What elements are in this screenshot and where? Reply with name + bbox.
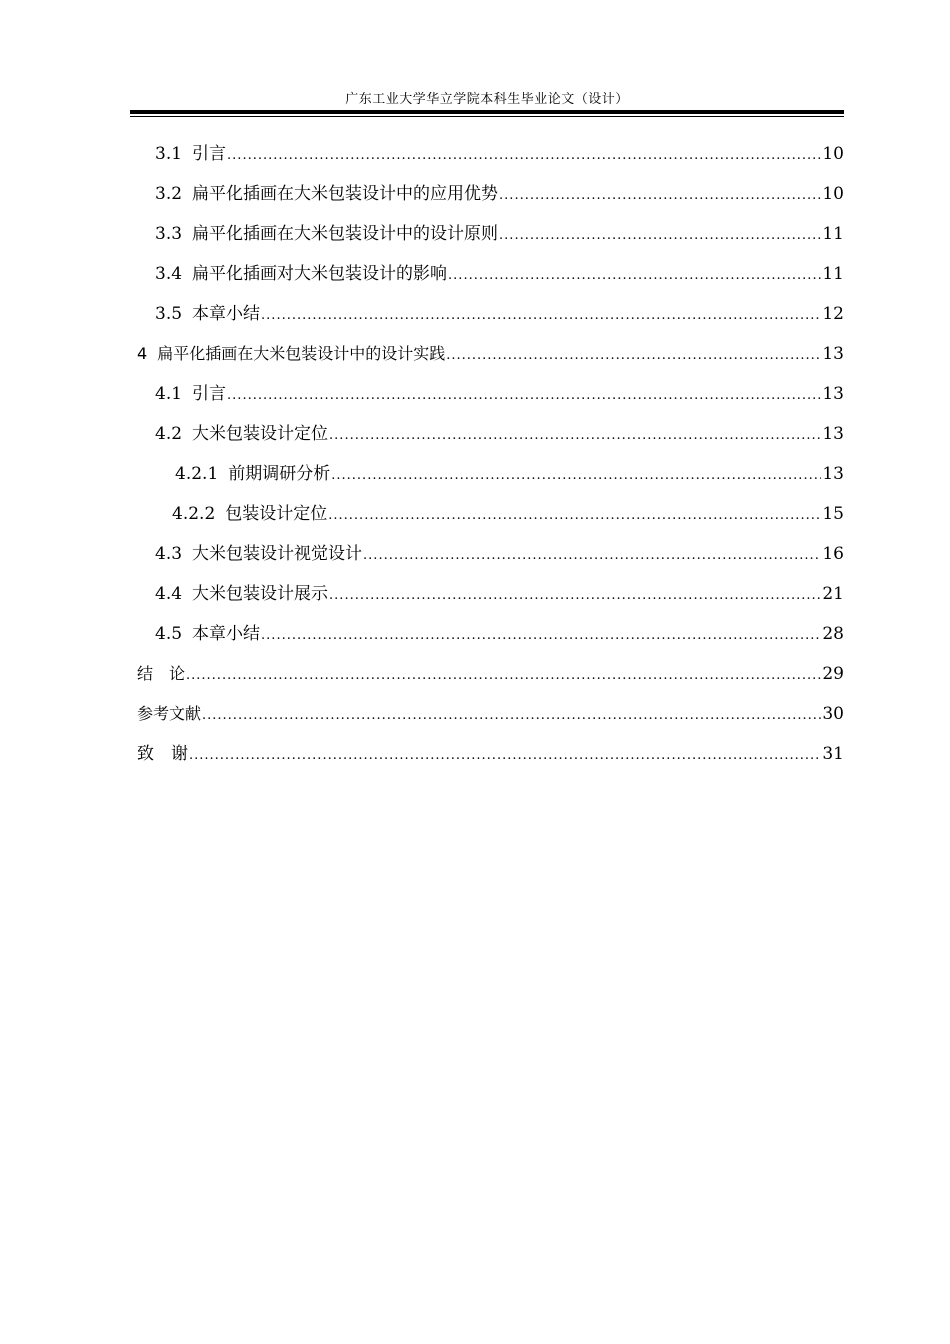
toc-leader-dots	[331, 462, 821, 490]
toc-entry-number: 4.2	[155, 424, 183, 444]
toc-entry-number: 3.5	[155, 304, 183, 324]
toc-leader-dots	[446, 342, 821, 370]
toc-entry-sub[interactable]	[172, 500, 844, 528]
toc-entry-title: 包装设计定位	[225, 504, 328, 524]
toc-entry-title: 大米包装设计定位	[192, 424, 329, 444]
toc-entry[interactable]	[155, 180, 844, 208]
toc-leader-dots	[227, 382, 821, 410]
toc-entry-chapter[interactable]	[137, 340, 844, 368]
toc-entry-title: 本章小结	[192, 304, 261, 324]
toc-entry-page: 10	[822, 144, 844, 164]
toc-entry-title: 引言	[192, 144, 227, 164]
toc-entry-page: 13	[822, 424, 844, 444]
toc-entry[interactable]	[155, 580, 844, 608]
toc-entry-title: 扁平化插画在大米包装设计中的设计实践	[157, 344, 446, 363]
toc-leader-dots	[329, 422, 821, 450]
toc-entry-page: 11	[822, 224, 844, 244]
toc-entry-title: 扁平化插画在大米包装设计中的设计原则	[192, 224, 499, 244]
toc-leader-dots	[499, 182, 821, 210]
toc-entry-number: 4.2.1	[175, 464, 219, 484]
page-header: 广东工业大学华立学院本科生毕业论文（设计）	[345, 92, 629, 107]
toc-entry-number: 4.1	[155, 384, 183, 404]
header-rule-thin	[130, 116, 844, 117]
toc-entry-title: 前期调研分析	[228, 464, 331, 484]
toc-leader-dots	[189, 742, 821, 770]
toc-entry[interactable]	[155, 220, 844, 248]
header-rule-thick	[130, 110, 844, 114]
toc-entry-page: 13	[822, 464, 844, 484]
toc-entry-title: 扁平化插画对大米包装设计的影响	[192, 264, 448, 284]
toc-entry-title: 参考文献	[137, 704, 202, 723]
toc-leader-dots	[186, 662, 821, 690]
toc-entry-number: 4.4	[155, 584, 183, 604]
toc-leader-dots	[499, 222, 821, 250]
toc-entry[interactable]	[155, 540, 844, 568]
toc-entry-title: 扁平化插画在大米包装设计中的应用优势	[192, 184, 499, 204]
toc-entry-title: 大米包装设计视觉设计	[192, 544, 363, 564]
toc-entry-page: 15	[822, 504, 844, 524]
toc-entry-page: 10	[822, 184, 844, 204]
toc-entry-page: 16	[822, 544, 844, 564]
toc-leader-dots	[328, 502, 821, 530]
toc-leader-dots	[448, 262, 821, 290]
toc-entry-page: 30	[822, 704, 844, 724]
toc-entry[interactable]	[155, 380, 844, 408]
toc-entry[interactable]	[155, 300, 844, 328]
toc-leader-dots	[329, 582, 821, 610]
toc-entry-page: 13	[822, 384, 844, 404]
toc-entry-title: 结 论	[137, 664, 186, 683]
toc-entry-number: 4.3	[155, 544, 183, 564]
toc-entry[interactable]	[155, 420, 844, 448]
toc-entry-page: 21	[822, 584, 844, 604]
toc-entry-title: 本章小结	[192, 624, 261, 644]
toc-entry-number: 3.1	[155, 144, 183, 164]
toc-entry-conclusion[interactable]	[137, 660, 844, 688]
toc-entry-title: 致 谢	[137, 744, 188, 764]
toc-entry-page: 11	[822, 264, 844, 284]
toc-leader-dots	[202, 702, 821, 730]
toc-entry-number: 3.3	[155, 224, 183, 244]
toc-entry-page: 31	[822, 744, 844, 764]
toc-entry-references[interactable]	[137, 700, 844, 728]
toc-entry[interactable]	[155, 140, 844, 168]
toc-entry-page: 13	[822, 344, 844, 364]
toc-leader-dots	[227, 142, 821, 170]
toc-entry-page: 29	[822, 664, 844, 684]
toc-leader-dots	[363, 542, 821, 570]
toc-entry-number: 3.2	[155, 184, 183, 204]
toc-entry-number: 4.2.2	[172, 504, 216, 524]
toc-entry-title: 大米包装设计展示	[192, 584, 329, 604]
toc-entry-number: 3.4	[155, 264, 183, 284]
toc-entry-sub[interactable]	[175, 460, 844, 488]
toc-entry[interactable]	[155, 260, 844, 288]
toc-entry-title: 引言	[192, 384, 227, 404]
toc-entry-number: 4	[137, 344, 148, 363]
toc-entry-page: 28	[822, 624, 844, 644]
toc-entry-number: 4.5	[155, 624, 183, 644]
toc-leader-dots	[261, 622, 821, 650]
toc-entry[interactable]	[155, 620, 844, 648]
toc-entry-acknowledgements[interactable]	[137, 740, 844, 768]
toc-leader-dots	[261, 302, 821, 330]
toc-entry-page: 12	[822, 304, 844, 324]
